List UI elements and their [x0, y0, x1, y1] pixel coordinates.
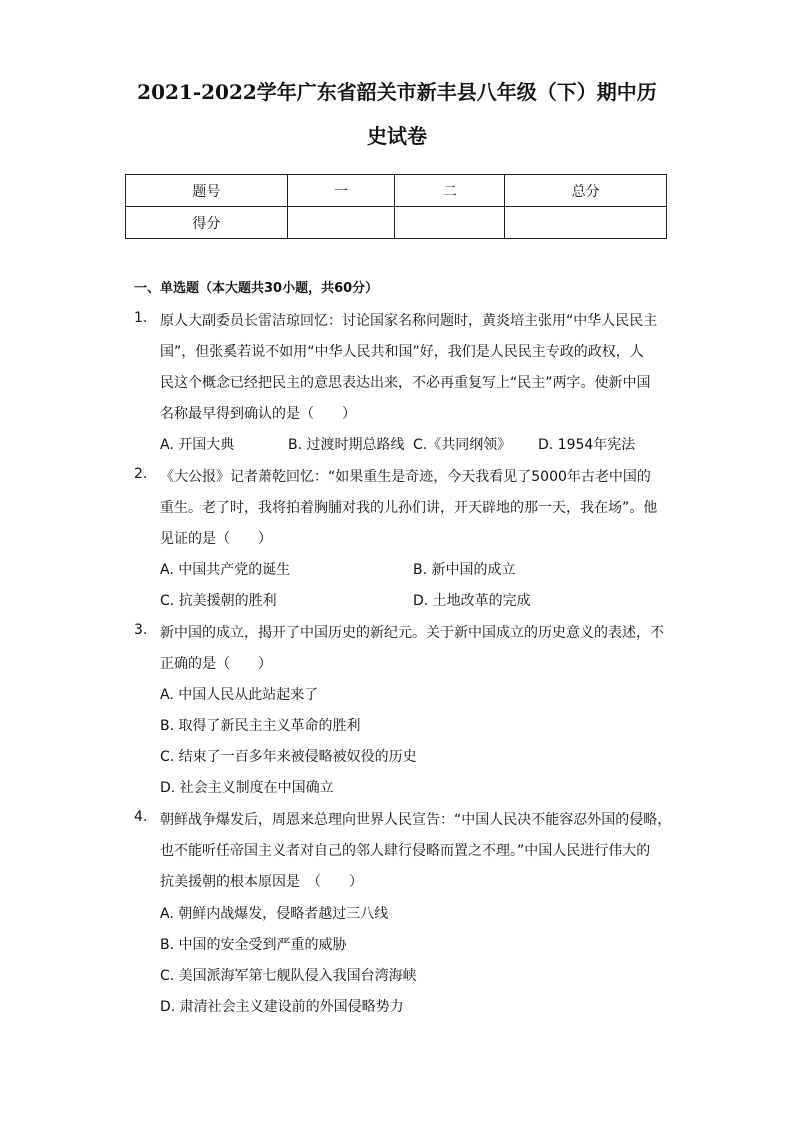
exam-title	[110, 72, 684, 156]
option-b[interactable]: B. 新中国的成立	[413, 562, 516, 578]
question-number: 4.	[134, 809, 148, 825]
option-a[interactable]: A. 中国共产党的诞生	[160, 562, 291, 578]
score-row-label: 得分	[126, 207, 288, 239]
question-text-line: 朝鲜战争爆发后，周恩来总理向世界人民宣告：“中国人民决不能容忍外国的侵略，	[160, 812, 672, 828]
score-table-score-row	[126, 207, 667, 239]
question-text-line: 也不能听任帝国主义者对自己的邻人肆行侵略而置之不理。”中国人民进行伟大的	[160, 843, 651, 859]
option-d[interactable]: D. 社会主义制度在中国确立	[160, 780, 334, 796]
section-heading: 一、单选题（本大题共30小题，共60分）	[134, 281, 379, 296]
question-text-line: 国”，但张奚若说不如用“中华人民共和国”好，我们是人民民主专政的政权，人	[160, 344, 644, 360]
option-d[interactable]: D. 肃清社会主义建设前的外国侵略势力	[160, 999, 404, 1015]
score-header-cell: 题号	[126, 175, 288, 207]
option-d[interactable]: D. 1954年宪法	[538, 437, 636, 453]
question-text-line: 重生。老了时，我将拍着胸脯对我的儿孙们讲，开天辟地的那一天，我在场”。他	[160, 500, 658, 516]
question-text-line: 名称最早得到确认的是（ ）	[160, 406, 356, 422]
option-a[interactable]: A. 中国人民从此站起来了	[160, 687, 319, 703]
score-table	[125, 174, 667, 239]
option-b[interactable]: B. 中国的安全受到严重的威胁	[160, 937, 347, 953]
score-table-header-row	[126, 175, 667, 207]
question-number: 1.	[134, 310, 148, 326]
question-text-line: 《大公报》记者萧乾回忆：“如果重生是奇迹，今天我看见了5000年古老中国的	[160, 469, 651, 485]
option-c[interactable]: C. 美国派海军第七舰队侵入我国台湾海峡	[160, 968, 417, 984]
question-text-line: 原人大副委员长雷洁琼回忆：讨论国家名称问题时，黄炎培主张用“中华人民民主	[160, 313, 658, 329]
exam-title-line-2: 史试卷	[367, 124, 427, 148]
question-number: 2.	[134, 466, 148, 482]
option-c[interactable]: C. 抗美援朝的胜利	[160, 593, 277, 609]
question-text-line: 民这个概念已经把民主的意思表达出来，不必再重复写上“民主”两字。使新中国	[160, 375, 651, 391]
option-b[interactable]: B. 过渡时期总路线	[288, 437, 405, 453]
question-text-line: 正确的是（ ）	[160, 656, 272, 672]
option-c[interactable]: C.《共同纲领》	[413, 437, 512, 453]
question-text-line: 见证的是（ ）	[160, 531, 272, 547]
exam-title-line-1: 2021-2022学年广东省韶关市新丰县八年级（下）期中历	[137, 80, 657, 104]
question-text-line: 新中国的成立，揭开了中国历史的新纪元。关于新中国成立的历史意义的表述，不	[160, 625, 664, 641]
option-c[interactable]: C. 结束了一百多年来被侵略被奴役的历史	[160, 749, 417, 765]
score-cell	[287, 207, 395, 239]
question-text-line: 抗美援朝的根本原因是 （ ）	[160, 874, 363, 890]
score-header-cell: 一	[287, 175, 395, 207]
option-a[interactable]: A. 开国大典	[160, 437, 235, 453]
score-header-cell: 二	[395, 175, 505, 207]
score-cell	[395, 207, 505, 239]
score-header-cell: 总分	[505, 175, 667, 207]
option-b[interactable]: B. 取得了新民主主义革命的胜利	[160, 718, 361, 734]
question-number: 3.	[134, 622, 148, 638]
score-cell	[505, 207, 667, 239]
option-d[interactable]: D. 土地改革的完成	[413, 593, 531, 609]
option-a[interactable]: A. 朝鲜内战爆发，侵略者越过三八线	[160, 906, 389, 922]
